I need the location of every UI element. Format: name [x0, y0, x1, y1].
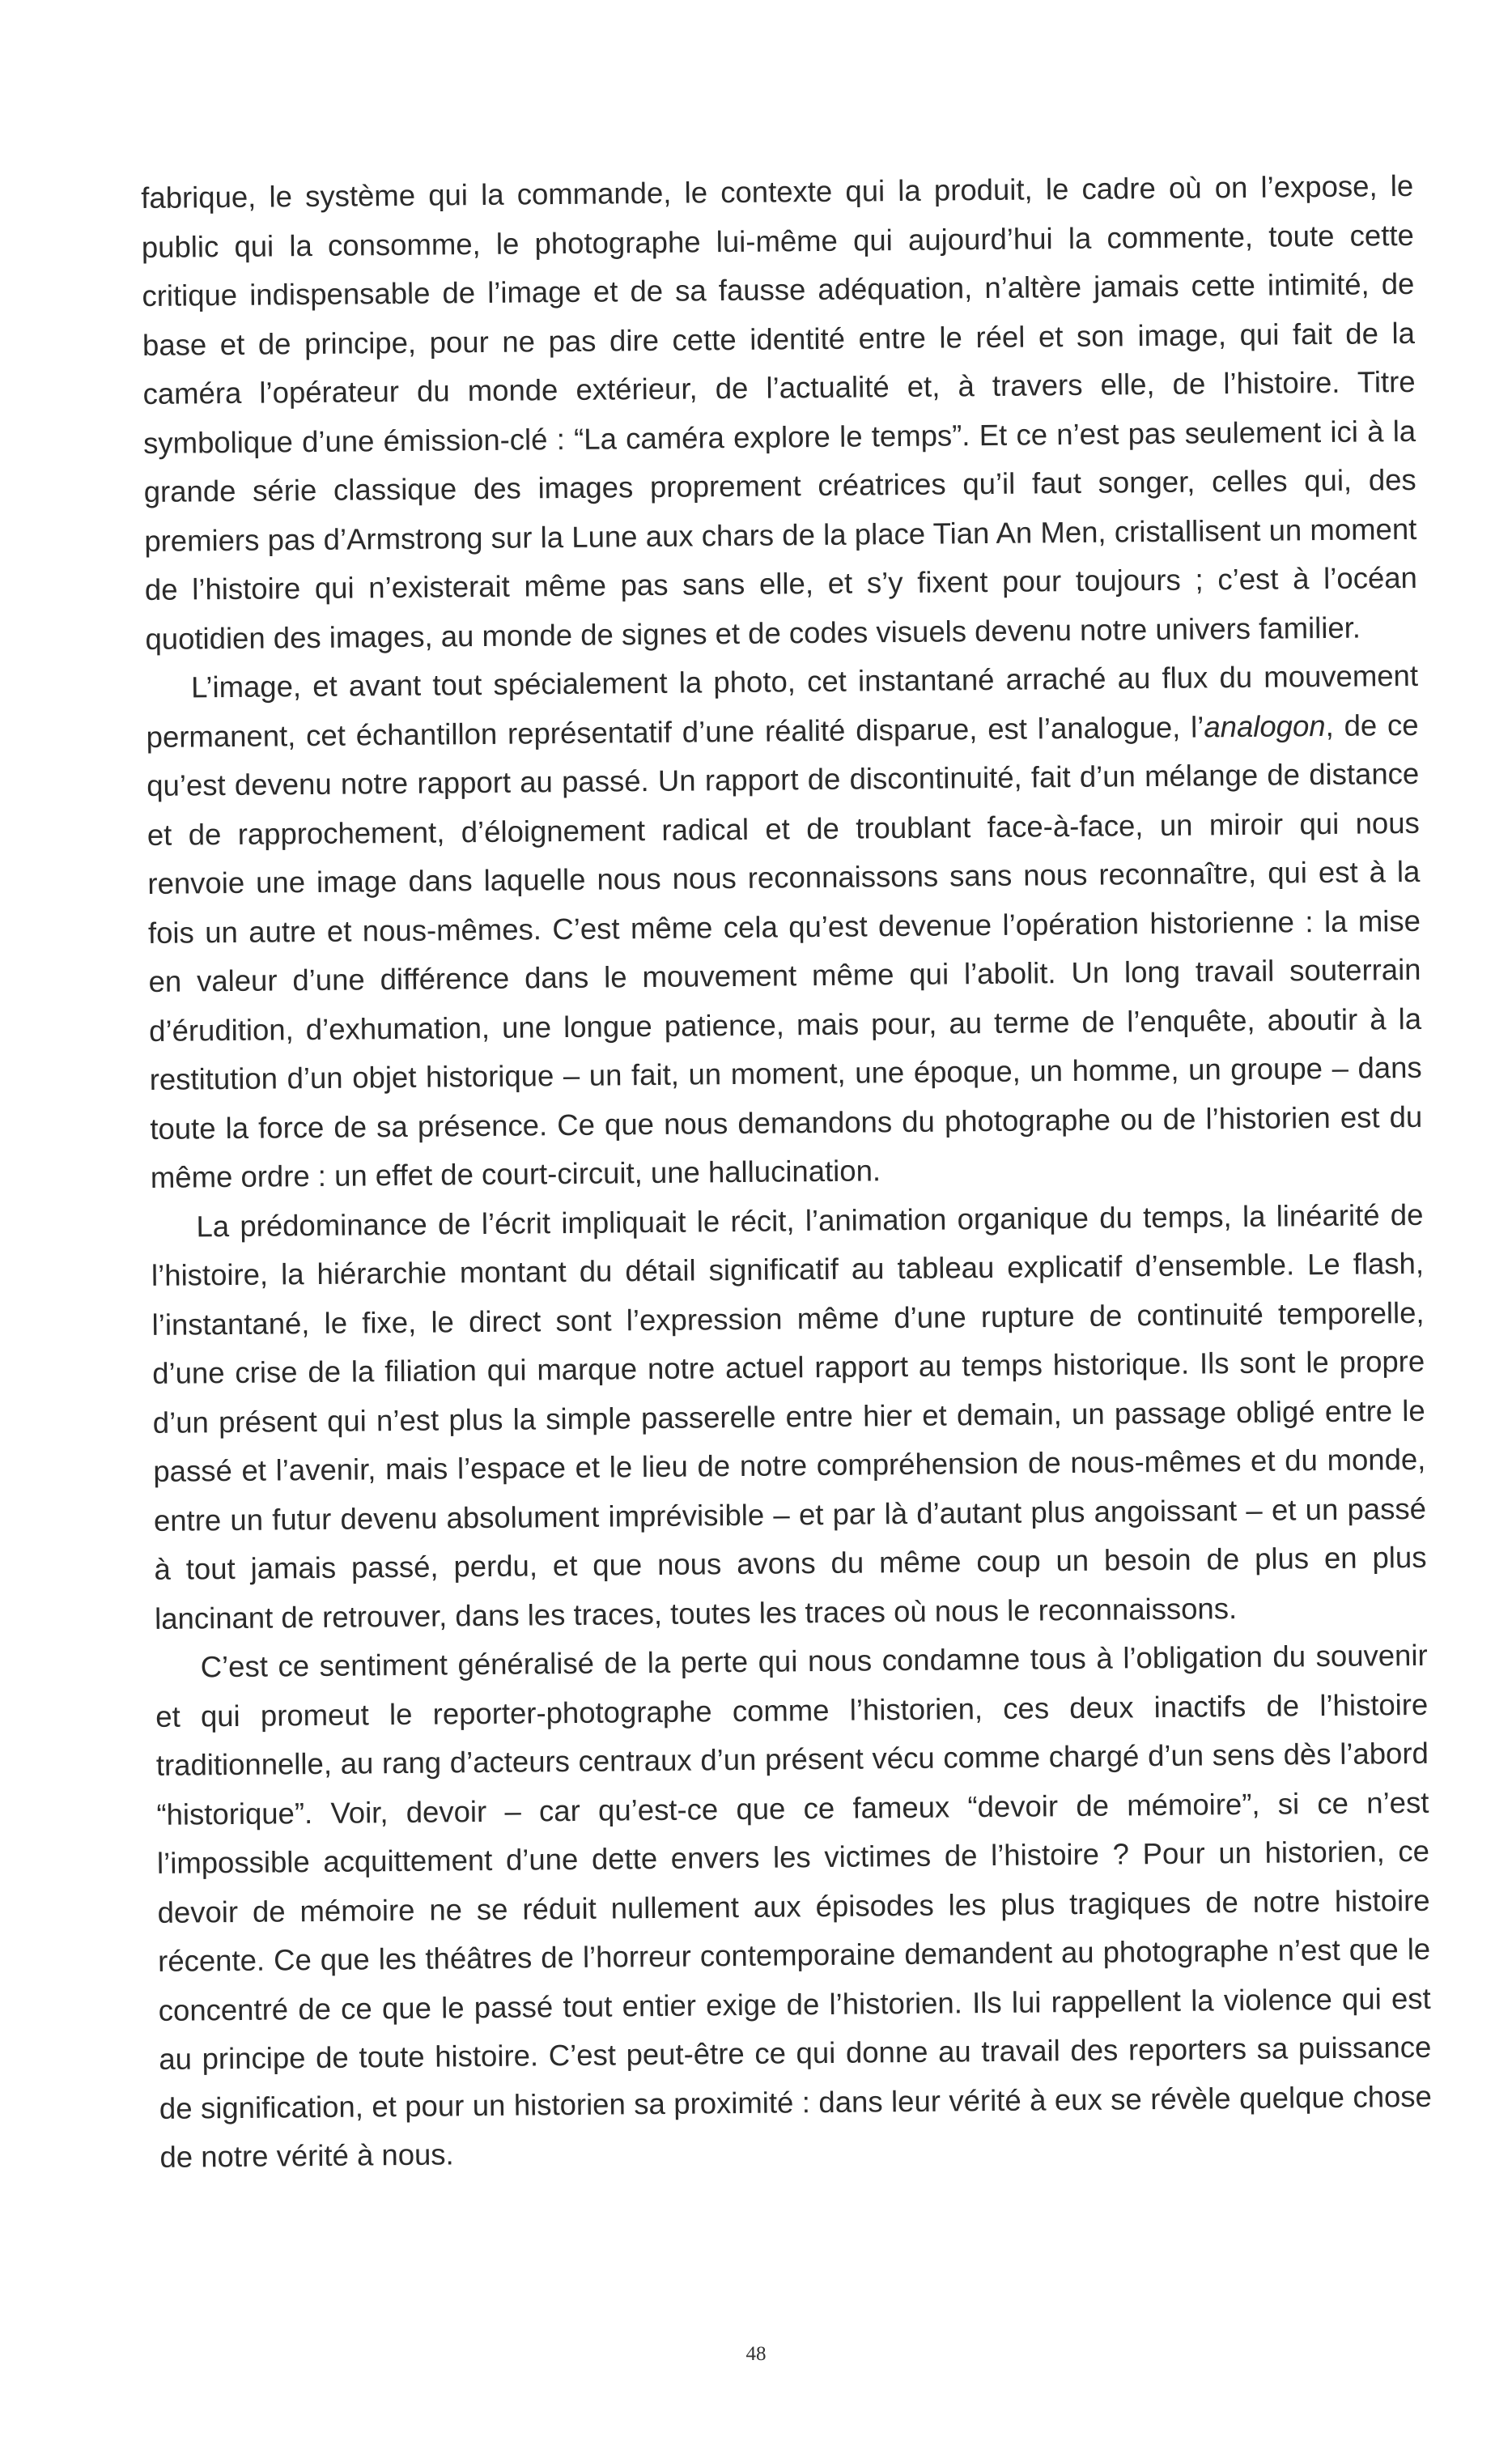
- paragraph-2: [146, 652, 1423, 1203]
- paragraph-1-text: fabrique, le système qui la commande, le contexte qui la produit, le cadre où on l’expose, le public qui la consomme, le photographe lui-même qui aujourd’hui la commente, toute cette critique indispensable de l’image et de sa fausse adéquation, n’altère jamais cette intimité, de base et de principe, pour ne pas dire cette identité entre le réel et son image, qui fait de la caméra l’opérateur du monde extérieur, de l’actualité et, à travers elle, de l’histoire. Titre symbolique d’une émission-clé : “La caméra explore le temps”. Et ce n’est pas seulement ici à la grande série classique des images proprement créatrices qu’il faut songer, celles qui, des premiers pas d’Armstrong sur la Lune aux chars de la place Tian An Men, cristallisent un moment de l’histoire qui n’existerait même pas sans elle, et s’y fixent pour toujours ; c’est à l’océan quotidien des images, au monde de signes et de codes visuels devenu notre univers familier.: [141, 168, 1418, 656]
- paragraph-1: [141, 162, 1418, 664]
- page-number: 48: [745, 2343, 767, 2365]
- paragraph-4-text: C’est ce sentiment généralisé de la perte qui nous condamne tous à l’obligation du souvenir et qui promeut le reporter-photographe comme l’historien, ces deux inactifs de l’histoire traditionnelle, au rang d’acteurs centraux d’un présent vécu comme chargé d’un sens dès l’abord “historique”. Voir, devoir – car qu’est-ce que ce fameux “devoir de mémoire”, si ce n’est l’impossible acquittement d’une dette envers les victimes de l’histoire ? Pour un historien, ce devoir de mémoire ne se réduit nullement aux épisodes les plus tragiques de notre histoire récente. Ce que les théâtres de l’horreur contemporaine demandent au photographe n’est que le concentré de ce que le passé tout entier exige de l’historien. Ils lui rappellent la violence qui est au principe de toute histoire. C’est peut-être ce qui donne au travail des reporters sa puissance de signification, et pour un historien sa proximité : dans leur vérité à eux se révèle quelque chose de notre vérité à nous.: [155, 1638, 1433, 2174]
- paragraph-2-text-start: L’image, et avant tout spécialement la photo, cet instantané arraché au flux du mouvement permanent, cet échantillon représentatif d’une réalité disparue, est l’analogue, l’: [146, 658, 1419, 754]
- paragraph-2-text-end: , de ce qu’est devenu notre rapport au passé. Un rapport de discontinuité, fait d’un mélange de distance et de rapprochement, d’éloignement radical et de troublant face-à-face, un miroir qui nous renvoie une image dans laquelle nous nous reconnaissons sans nous reconnaître, qui est à la fois un autre et nous-mêmes. C’est même cela qu’est devenue l’opération historienne : la mise en valeur d’une différence dans le mouvement même qui l’abolit. Un long travail souterrain d’érudition, d’exhumation, une longue patience, mais pour, au terme de l’enquête, aboutir à la restitution d’un objet historique – un fait, un moment, une époque, un homme, un groupe – dans toute la force de sa présence. Ce que nous demandons du photographe ou de l’historien est du même ordre : un effet de court-circuit, une hallucination.: [147, 708, 1423, 1194]
- paragraph-4: [155, 1631, 1432, 2183]
- body-text: [141, 162, 1433, 2182]
- paragraph-3: [151, 1190, 1427, 1644]
- paragraph-3-text: La prédominance de l’écrit impliquait le récit, l’animation organique du temps, la linéarité de l’histoire, la hiérarchie montant du détail significatif au tableau explicatif d’ensemble. Le flash, l’instantané, le fixe, le direct sont l’expression même d’une rupture de continuité temporelle, d’une crise de la filiation qui marque notre actuel rapport au temps historique. Ils sont le propre d’un présent qui n’est plus la simple passerelle entre hier et demain, un passage obligé entre le passé et l’avenir, mais l’espace et le lieu de notre compréhension de nous-mêmes et du monde, entre un futur devenu absolument imprévisible – et par là d’autant plus angoissant – et un passé à tout jamais passé, perdu, et que nous avons du même coup un besoin de plus en plus lancinant de retrouver, dans les traces, toutes les traces où nous le reconnaissons.: [151, 1197, 1427, 1635]
- paragraph-2-italic-analogon: analogon: [1204, 708, 1326, 743]
